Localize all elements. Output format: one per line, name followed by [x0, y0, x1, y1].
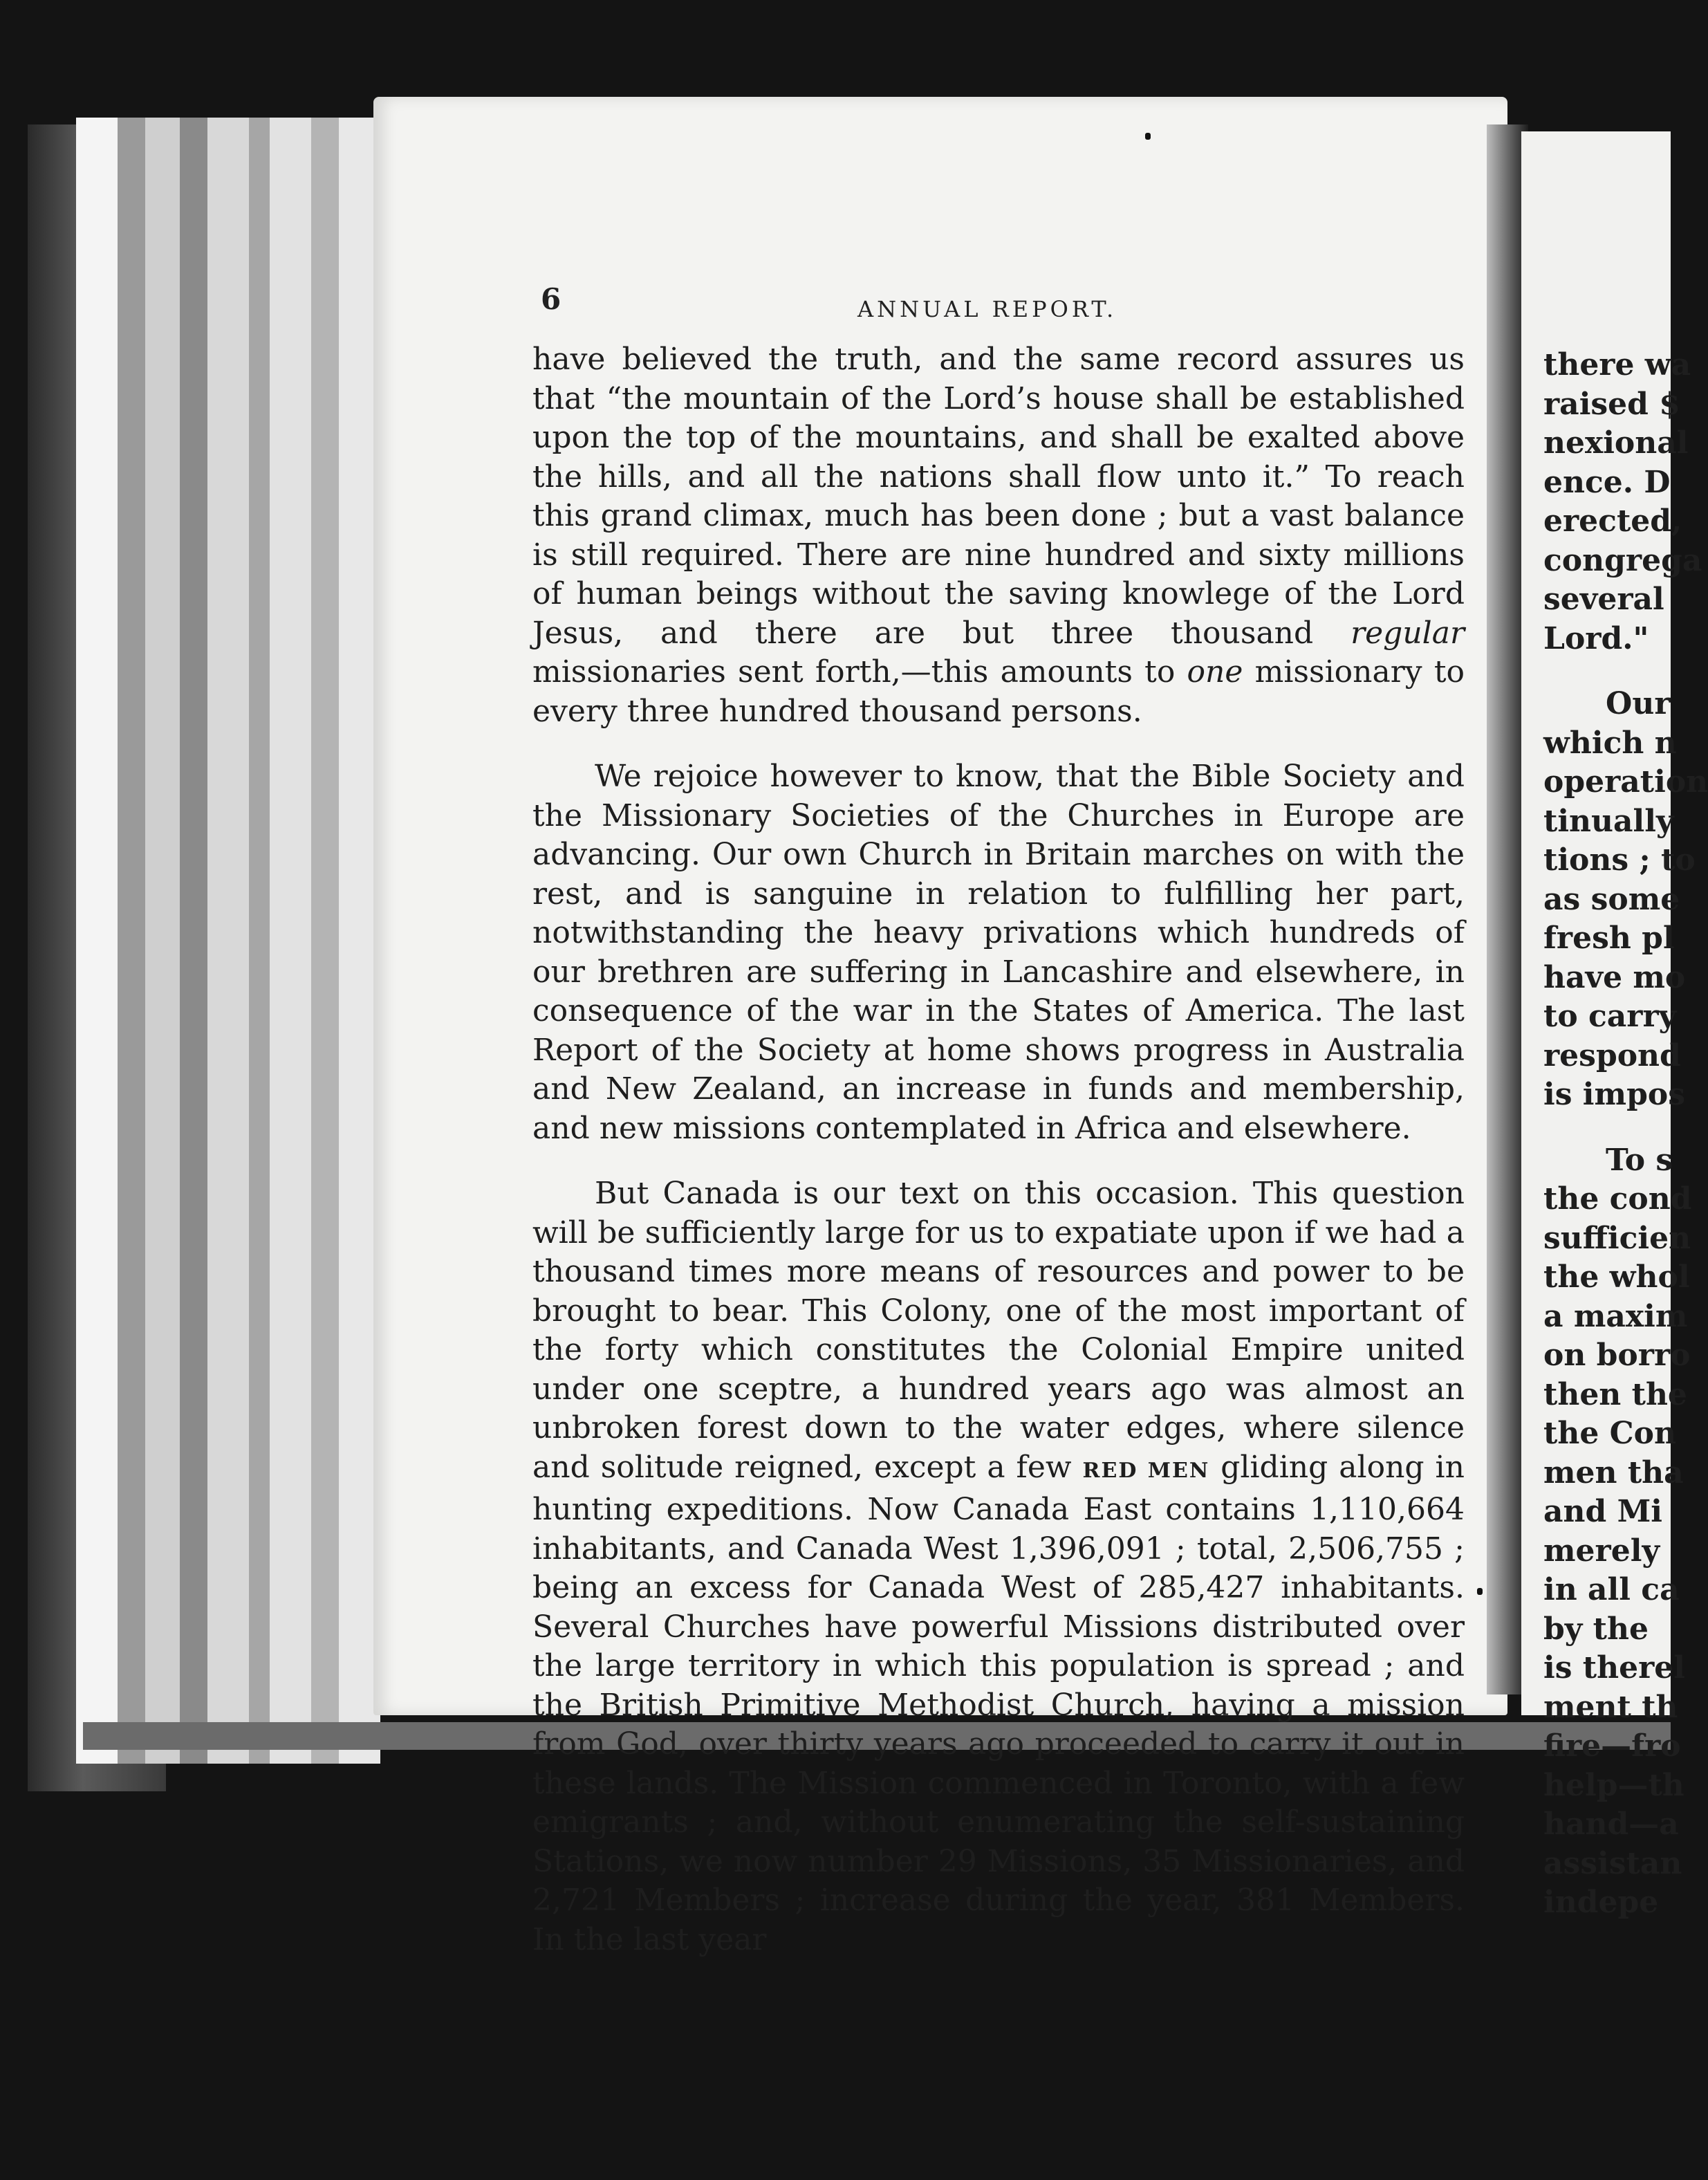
- text-run: We rejoice however to know, that the Bible Society and the Missionary Societies of the Churches in Europe are advancing. Our own Church in Britain marches on with the rest, and is sanguine in relation to fulfilling her part, notwithstanding the heavy privations which hundreds of our brethren are suffering in Lancashire and elsewhere, in consequence of the war in the States of America. The last Report of the Society at home shows progress in Australia and New Zealand, an increase in funds and membership, and new missions contemplated in Africa and elsewhere.: [532, 759, 1465, 1146]
- line-fragment: is therel: [1543, 1650, 1686, 1685]
- print-speck: [1477, 1588, 1483, 1595]
- line-fragment: indepe: [1543, 1885, 1659, 1920]
- page-edge: [76, 118, 118, 1764]
- page-edge: [249, 118, 270, 1764]
- line-fragment: merely: [1543, 1533, 1660, 1569]
- paragraph: [532, 757, 1465, 1148]
- text-run: missionaries sent forth,—this amounts to: [532, 654, 1187, 690]
- page-number: 6: [541, 282, 561, 316]
- right-page-paragraph: [1543, 1141, 1692, 1923]
- line-fragment: as some: [1543, 881, 1680, 917]
- line-fragment: the whol: [1543, 1259, 1690, 1295]
- text-run: have believed the truth, and the same record assures us that “the mountain of the Lord’s house shall be established upon the top of the mountains, and shall be exalted above the hills, and all the nations shall flow unto it.” To reach this grand climax, much has been done ; but a vast balance is still required. There are nine hundred and sixty millions of human beings without the saving knowlege of the Lord Jesus, and there are but three thousand: [532, 342, 1465, 651]
- line-fragment: there wa: [1543, 347, 1691, 382]
- paragraph: [532, 340, 1465, 731]
- line-fragment: help—th: [1543, 1767, 1684, 1803]
- line-fragment: the cond: [1543, 1181, 1692, 1217]
- right-page-paragraph: [1543, 685, 1708, 1115]
- line-fragment: hand—a: [1543, 1807, 1679, 1842]
- line-fragment: a maxim: [1543, 1298, 1688, 1334]
- line-fragment: erected,: [1543, 504, 1682, 539]
- line-fragment: raised $: [1543, 386, 1680, 422]
- right-page-paragraph: [1543, 346, 1702, 658]
- text-run: gliding along in hunting expeditions. Now Canada East contains 1,110,664 inhabitants, and Canada West 1,396,091 ; total, 2,506,755 ; being an excess for Canada West of 285,427 inhabitants. Several Churches have powerful Missions distributed over the large territory in which this population is spread ; and the British Primitive Methodist Church, having a mission from God, over thirty years ago proceeded to carry it out in these lands. The Mission commenced in Toronto, with a few emigrants ; and, without enumerating the self-sustaining Stations, we now number 29 Missions, 35 Missionaries, and 2,721 Members ; increase during the year, 381 Members. In the last year: [532, 1449, 1465, 1957]
- page-edge: [118, 118, 145, 1764]
- line-fragment: congrega: [1543, 542, 1702, 578]
- line-fragment: assistan: [1543, 1845, 1682, 1881]
- line-fragment: have mo: [1543, 959, 1686, 995]
- line-fragment: ence. D: [1543, 464, 1671, 500]
- line-fragment: to carry: [1543, 999, 1677, 1034]
- line-fragment: in all ca: [1543, 1572, 1680, 1607]
- right-page-text: [1543, 346, 1708, 1923]
- line-fragment: operation: [1543, 764, 1708, 800]
- line-fragment: is impos: [1543, 1077, 1685, 1112]
- line-fragment: Our: [1606, 686, 1671, 721]
- line-fragment: tions ; to: [1543, 842, 1696, 878]
- line-fragment: by the: [1543, 1611, 1649, 1647]
- small-caps-text: RED MEN: [1082, 1458, 1210, 1483]
- line-fragment: sufficien: [1543, 1220, 1691, 1256]
- line-fragment: tinually: [1543, 803, 1674, 839]
- text-run: But Canada is our text on this occasion. This question will be sufficiently large for us to expatiate upon if we had a thousand times more means of resources and power to be brought to bear. This Colony, one of the most important of the forty which constitutes the Colonial Empire united under one sceptre, a hundred years ago was almost an unbroken forest down to the water edges, where silence and solitude reigned, except a few: [532, 1176, 1465, 1485]
- paragraph: [532, 1174, 1465, 1959]
- line-fragment: several: [1543, 582, 1664, 617]
- running-head: ANNUAL REPORT.: [857, 296, 1117, 322]
- print-speck: [1145, 133, 1151, 140]
- text-run: missionary to every three hundred thousand persons.: [532, 654, 1465, 729]
- line-fragment: and Mi: [1543, 1494, 1663, 1529]
- line-fragment: Lord.": [1543, 620, 1649, 656]
- page-edge: [180, 118, 207, 1764]
- emphasis-text: one: [1187, 654, 1243, 690]
- page-edge: [311, 118, 339, 1764]
- line-fragment: the Con: [1543, 1416, 1676, 1451]
- line-fragment: respond: [1543, 1037, 1681, 1073]
- line-fragment: then the: [1543, 1376, 1687, 1412]
- emphasis-text: regular: [1350, 615, 1465, 651]
- body-text: [532, 340, 1465, 1986]
- page-edge: [145, 118, 180, 1764]
- page-edge: [207, 118, 249, 1764]
- line-fragment: which n: [1543, 725, 1677, 761]
- line-fragment: men tha: [1543, 1454, 1684, 1490]
- line-fragment: on borro: [1543, 1338, 1691, 1373]
- line-fragment: fresh pl: [1543, 921, 1675, 956]
- line-fragment: nexional: [1543, 425, 1689, 461]
- line-fragment: fire—fro: [1543, 1728, 1681, 1764]
- line-fragment: To s: [1606, 1142, 1673, 1178]
- line-fragment: ment th: [1543, 1689, 1678, 1725]
- page-edge: [270, 118, 311, 1764]
